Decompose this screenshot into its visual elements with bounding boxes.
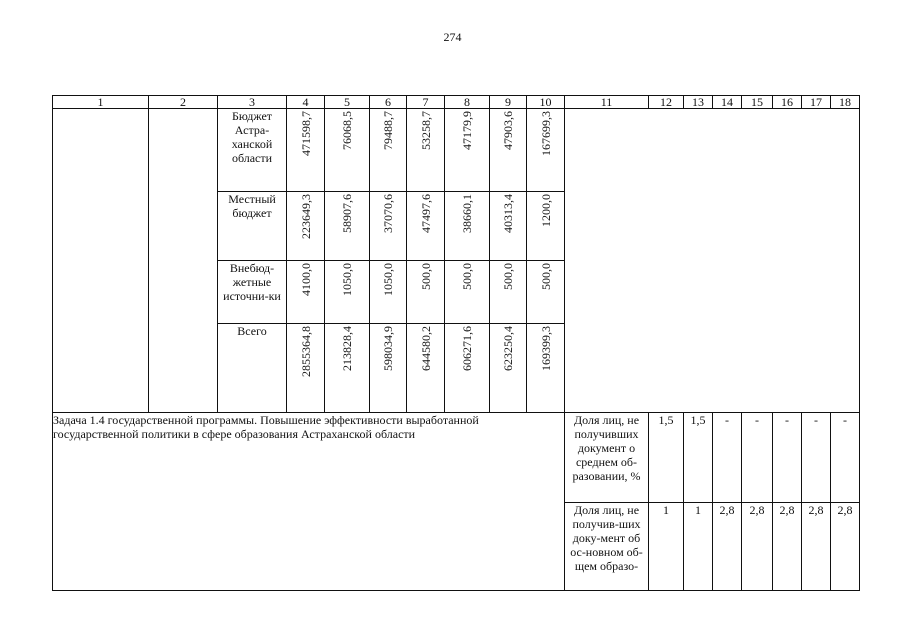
funding-value: 1050,0 (381, 263, 395, 296)
funding-value: 40313,4 (501, 194, 515, 233)
indicator-value: 2,8 (713, 503, 742, 591)
funding-value: 37070,6 (381, 194, 395, 233)
funding-source: Бюджет Астра-ханской области (218, 109, 287, 192)
column-number: 8 (445, 96, 490, 109)
column-number: 3 (218, 96, 287, 109)
column-number: 9 (490, 96, 527, 109)
funding-value: 79488,7 (381, 111, 395, 150)
funding-value: 223649,3 (298, 194, 313, 239)
funding-source: Внебюд-жетные источни-ки (218, 261, 287, 324)
funding-value: 598034,9 (381, 326, 395, 371)
funding-value: 38660,1 (460, 194, 474, 233)
column-number: 5 (325, 96, 370, 109)
indicator-value: 1 (684, 503, 713, 591)
indicator-name: Доля лиц, не получивших документ о среднем об-разовании, % (565, 413, 649, 503)
column-number: 10 (527, 96, 565, 109)
column-number: 15 (742, 96, 773, 109)
funding-value: 1050,0 (340, 263, 354, 296)
page-number: 274 (443, 30, 462, 44)
column-number: 18 (831, 96, 860, 109)
column-number: 11 (565, 96, 649, 109)
indicator-value: 2,8 (742, 503, 773, 591)
column-number: 6 (370, 96, 407, 109)
funding-value: 76068,5 (340, 111, 354, 150)
funding-value: 606271,6 (460, 326, 474, 371)
funding-value: 58907,6 (340, 194, 354, 233)
funding-value: 500,0 (538, 263, 553, 290)
column-number: 2 (149, 96, 218, 109)
column-number: 7 (407, 96, 445, 109)
column-number: 1 (53, 96, 149, 109)
budget-table (52, 95, 860, 591)
funding-value: 500,0 (460, 263, 474, 290)
column-number: 13 (684, 96, 713, 109)
funding-value: 471598,7 (298, 111, 313, 156)
indicator-name: Доля лиц, не получив-ших доку-мент об ос-новном об-щем образо- (565, 503, 649, 591)
column-number: 16 (773, 96, 802, 109)
funding-value: 47497,6 (418, 194, 433, 233)
column-number: 17 (802, 96, 831, 109)
funding-value: 47903,6 (501, 111, 515, 150)
funding-value: 169399,3 (538, 326, 553, 371)
funding-source: Всего (218, 324, 287, 413)
funding-value: 47179,9 (460, 111, 474, 150)
indicator-value: - (802, 413, 831, 503)
indicator-value: - (773, 413, 802, 503)
indicator-value: 1,5 (649, 413, 684, 503)
empty-cell (53, 109, 149, 413)
empty-cell (565, 109, 860, 413)
funding-value: 500,0 (501, 263, 515, 290)
funding-source: Местный бюджет (218, 192, 287, 261)
column-number: 12 (649, 96, 684, 109)
task-cell (53, 413, 565, 591)
funding-row (53, 109, 860, 192)
indicator-value: 1 (649, 503, 684, 591)
funding-value: 1200,0 (538, 194, 553, 227)
funding-value: 53258,7 (418, 111, 433, 150)
funding-value: 4100,0 (298, 263, 313, 296)
funding-value: 500,0 (418, 263, 433, 290)
indicator-value: 2,8 (831, 503, 860, 591)
indicator-value: 1,5 (684, 413, 713, 503)
column-number: 4 (287, 96, 325, 109)
funding-value: 213828,4 (340, 326, 354, 371)
indicator-value: - (713, 413, 742, 503)
task-title: Задача 1.4 государственной программы. Повышение эффективности выработанной государственной политики в сфере образования Астраханской области (53, 413, 479, 441)
indicator-value: 2,8 (802, 503, 831, 591)
indicator-value: - (742, 413, 773, 503)
indicator-value: 2,8 (773, 503, 802, 591)
empty-cell (149, 109, 218, 413)
funding-value: 2855364,8 (298, 326, 313, 377)
indicator-row (53, 413, 860, 503)
funding-value: 623250,4 (501, 326, 515, 371)
column-number-row (53, 96, 860, 109)
indicator-value: - (831, 413, 860, 503)
funding-value: 644580,2 (418, 326, 433, 371)
column-number: 14 (713, 96, 742, 109)
funding-value: 167699,3 (538, 111, 553, 156)
